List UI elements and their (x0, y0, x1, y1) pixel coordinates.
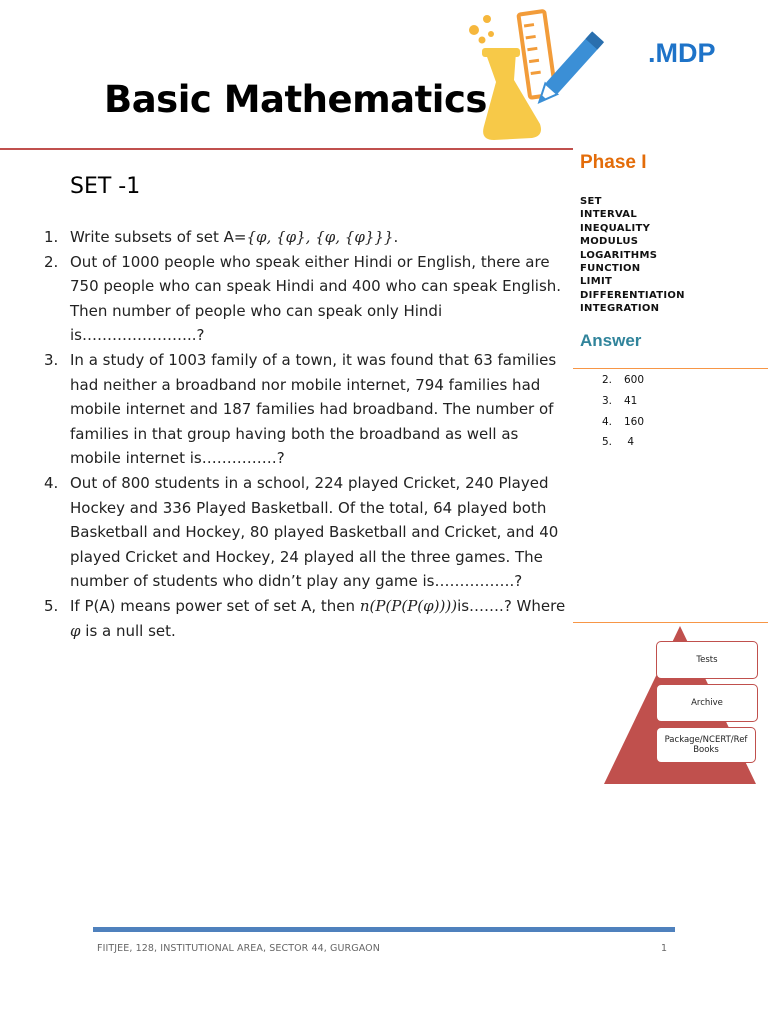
question-number: 2. (44, 252, 59, 271)
answer-number: 2. (602, 374, 613, 386)
pyramid-tier-archive: Archive (656, 684, 758, 722)
question-text: . (393, 228, 399, 246)
footer-address: FIITJEE, 128, INSTITUTIONAL AREA, SECTOR 44, GURGAON (97, 943, 380, 954)
topic-item: MODULUS (580, 236, 639, 248)
question-text: In a study of 1003 family of a town, it was found that 63 families had neither a broadband nor mobile internet, 794 families had mobile internet and 187 families had broadband. The number of families in that group having both the broadband as well as mobile internet is……………? (70, 350, 557, 468)
answer-title: Answer (580, 331, 642, 350)
answer-value: 600 (624, 374, 645, 386)
answer-item (602, 412, 644, 433)
question-number: 4. (44, 473, 59, 492)
answer-item (602, 432, 644, 453)
math-expression: n(P(P(P(φ)))) (359, 596, 458, 615)
topic-item: DIFFERENTIATION (580, 289, 685, 301)
question-item (44, 471, 570, 594)
pyramid-tier-package: Package/NCERT/Ref Books (656, 727, 756, 763)
answer-item (602, 370, 644, 391)
topic-item: SET (580, 196, 602, 207)
question-item (44, 225, 570, 250)
topic-item: FUNCTION (580, 263, 641, 275)
footer-bar (93, 927, 675, 932)
topic-item: INTERVAL (580, 209, 638, 221)
topic-item: LIMIT (580, 276, 613, 288)
topic-item: INTEGRATION (580, 303, 660, 315)
answer-number: 3. (602, 394, 613, 407)
answer-divider (573, 368, 768, 369)
math-expression: {φ, {φ}, {φ, {φ}}} (246, 228, 394, 246)
math-symbol: φ (70, 621, 81, 640)
question-number: 1. (44, 228, 59, 246)
question-text: Write subsets of set A= (70, 228, 247, 246)
brand-label: .MDP (648, 38, 716, 68)
question-number: 3. (44, 350, 59, 369)
topic-item: LOGARITHMS (580, 249, 658, 261)
answer-item (602, 391, 644, 412)
question-text: If P(A) means power set of set A, then (70, 596, 360, 615)
question-item (44, 250, 570, 348)
answer-value: 41 (624, 394, 638, 407)
question-list (44, 225, 570, 643)
header-divider (0, 148, 573, 150)
question-text: is a null set. (80, 621, 176, 640)
answer-list (602, 370, 644, 453)
topic-item: INEQUALITY (580, 222, 651, 234)
flask-ruler-pencil-icon (460, 8, 610, 143)
question-number: 5. (44, 596, 59, 615)
pyramid-tier-tests: Tests (656, 641, 758, 679)
topic-list (580, 195, 685, 316)
question-text: Out of 1000 people who speak either Hindi or English, there are 750 people who can speak Hindi and 400 who can speak English. Then number of people who can speak only Hindi is…………………..? (70, 252, 562, 345)
set-heading: SET -1 (70, 174, 141, 199)
question-item (44, 594, 570, 643)
answer-number: 4. (602, 415, 613, 428)
answer-value: 4 (627, 436, 635, 449)
page-title: Basic Mathematics (104, 78, 487, 121)
answer-number: 5. (602, 436, 613, 449)
question-item (44, 348, 570, 471)
page-number: 1 (661, 943, 668, 954)
answer-value: 160 (624, 415, 645, 428)
question-text: Out of 800 students in a school, 224 played Cricket, 240 Played Hockey and 336 Played Basketball. Of the total, 64 played both Basketball and Hockey, 80 played Basketball and Cricket, and 40 played Cricket and Hockey, 24 played all the three games. The number of students who didn’t play any game is…………….? (70, 473, 559, 591)
phase-title: Phase I (580, 152, 647, 173)
question-text: is…….? Where (457, 596, 566, 615)
